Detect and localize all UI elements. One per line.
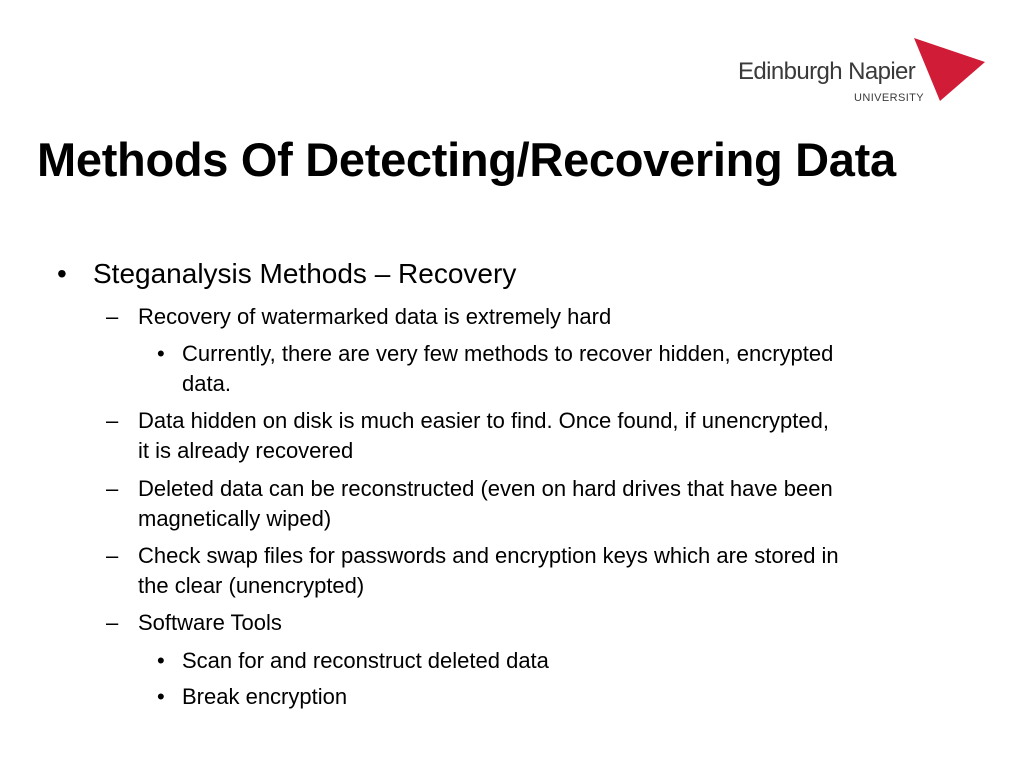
bullet-steganalysis: Steganalysis Methods – Recovery: [93, 258, 517, 289]
bullet-marker: •: [157, 341, 165, 366]
logo-subtitle: UNIVERSITY: [854, 92, 925, 104]
dash-marker: –: [106, 543, 119, 568]
university-logo: [738, 38, 988, 108]
sub-item-deleted-data-line-1: Deleted data can be reconstructed (even on hard drives that have been: [138, 476, 833, 501]
sub-item-deleted-data-line-2: magnetically wiped): [138, 506, 332, 531]
sub-item-swap-files-line-1: Check swap files for passwords and encryption keys which are stored in: [138, 543, 839, 568]
dash-marker: –: [106, 610, 119, 635]
sub-sub-item-few-methods-line-2: data.: [182, 371, 231, 396]
dash-marker: –: [106, 476, 119, 501]
sub-item-swap-files-line-2: the clear (unencrypted): [138, 573, 365, 598]
bullet-marker: •: [57, 258, 67, 289]
sub-item-software-tools: Software Tools: [138, 610, 282, 635]
bullet-marker: •: [157, 684, 165, 709]
sub-sub-item-scan-deleted: Scan for and reconstruct deleted data: [182, 648, 549, 673]
sub-item-data-hidden-line-1: Data hidden on disk is much easier to find. Once found, if unencrypted,: [138, 408, 829, 433]
slide-title: Methods Of Detecting/Recovering Data: [37, 133, 896, 186]
sub-item-recovery-watermarked: Recovery of watermarked data is extremely hard: [138, 304, 612, 329]
dash-marker: –: [106, 408, 119, 433]
logo-name: Edinburgh Napier: [738, 58, 916, 85]
sub-sub-item-few-methods-line-1: Currently, there are very few methods to recover hidden, encrypted: [182, 341, 834, 366]
sub-sub-item-break-encryption: Break encryption: [182, 684, 348, 709]
dash-marker: –: [106, 304, 119, 329]
bullet-marker: •: [157, 648, 165, 673]
sub-item-data-hidden-line-2: it is already recovered: [138, 438, 354, 463]
logo-triangle-icon: [914, 38, 986, 102]
